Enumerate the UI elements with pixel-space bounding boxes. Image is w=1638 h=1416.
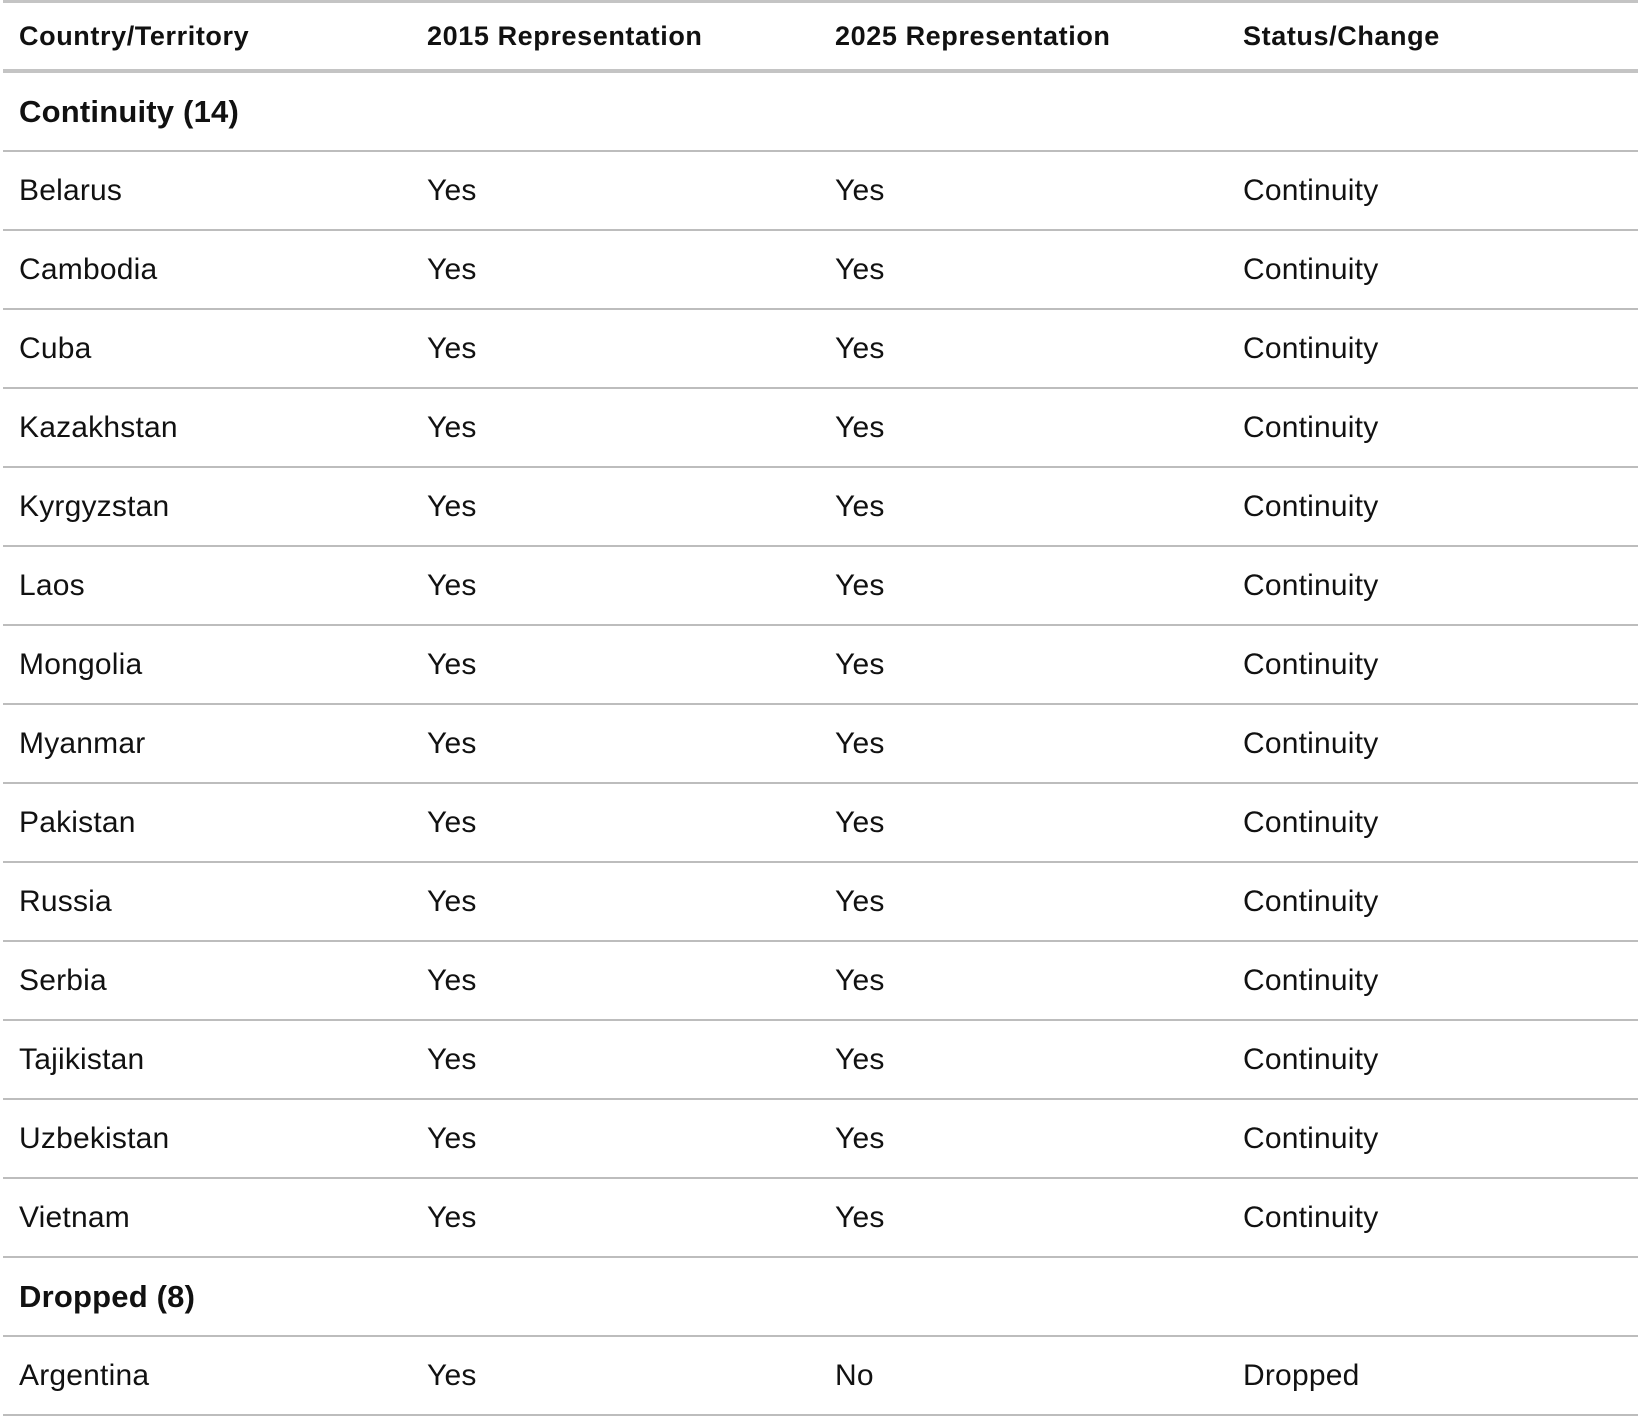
cell-country: Russia: [19, 884, 112, 918]
cell-2015-representation: Yes: [427, 1358, 477, 1392]
cell-country: Cuba: [19, 331, 92, 365]
table-row: [3, 942, 1638, 1021]
cell-country: Tajikistan: [19, 1042, 145, 1076]
cell-2025-representation: Yes: [835, 173, 885, 207]
cell-2015-representation: Yes: [427, 331, 477, 365]
cell-status-change: Continuity: [1243, 252, 1379, 286]
cell-2015-representation: Yes: [427, 173, 477, 207]
cell-status-change: Dropped: [1243, 1358, 1360, 1392]
table-body: [3, 73, 1638, 1416]
table-row: [3, 1100, 1638, 1179]
table-header-row: [3, 0, 1638, 73]
header-2025-representation: 2025 Representation: [835, 20, 1111, 51]
group-header-row: [3, 1258, 1638, 1337]
cell-2015-representation: Yes: [427, 963, 477, 997]
cell-2015-representation: Yes: [427, 884, 477, 918]
cell-2025-representation: Yes: [835, 726, 885, 760]
cell-status-change: Continuity: [1243, 410, 1379, 444]
cell-status-change: Continuity: [1243, 805, 1379, 839]
header-2015-representation: 2015 Representation: [427, 20, 703, 51]
table-row: [3, 231, 1638, 310]
cell-2025-representation: Yes: [835, 805, 885, 839]
table-row: [3, 705, 1638, 784]
table-row: [3, 310, 1638, 389]
group-title: Dropped (8): [19, 1278, 196, 1314]
cell-2025-representation: Yes: [835, 252, 885, 286]
cell-2025-representation: No: [835, 1358, 874, 1392]
cell-2025-representation: Yes: [835, 1121, 885, 1155]
cell-status-change: Continuity: [1243, 726, 1379, 760]
table-row: [3, 863, 1638, 942]
cell-2015-representation: Yes: [427, 805, 477, 839]
cell-2025-representation: Yes: [835, 331, 885, 365]
cell-2025-representation: Yes: [835, 647, 885, 681]
cell-country: Cambodia: [19, 252, 158, 286]
group-title: Continuity (14): [19, 93, 239, 129]
representation-table: [3, 0, 1638, 1416]
cell-country: Uzbekistan: [19, 1121, 170, 1155]
cell-country: Pakistan: [19, 805, 136, 839]
cell-status-change: Continuity: [1243, 489, 1379, 523]
cell-2025-representation: Yes: [835, 1042, 885, 1076]
table-row: [3, 152, 1638, 231]
cell-2015-representation: Yes: [427, 489, 477, 523]
cell-status-change: Continuity: [1243, 173, 1379, 207]
table-row: [3, 626, 1638, 705]
cell-2015-representation: Yes: [427, 1121, 477, 1155]
cell-country: Laos: [19, 568, 85, 602]
cell-2025-representation: Yes: [835, 489, 885, 523]
group-header-row: [3, 73, 1638, 152]
cell-2015-representation: Yes: [427, 647, 477, 681]
cell-2025-representation: Yes: [835, 884, 885, 918]
cell-status-change: Continuity: [1243, 1042, 1379, 1076]
header-status-change: Status/Change: [1243, 20, 1440, 51]
cell-2025-representation: Yes: [835, 410, 885, 444]
cell-status-change: Continuity: [1243, 568, 1379, 602]
cell-country: Mongolia: [19, 647, 143, 681]
cell-status-change: Continuity: [1243, 1200, 1379, 1234]
table-row: [3, 784, 1638, 863]
cell-status-change: Continuity: [1243, 647, 1379, 681]
cell-2015-representation: Yes: [427, 410, 477, 444]
cell-2015-representation: Yes: [427, 1200, 477, 1234]
cell-country: Serbia: [19, 963, 107, 997]
cell-status-change: Continuity: [1243, 331, 1379, 365]
cell-country: Argentina: [19, 1358, 150, 1392]
cell-status-change: Continuity: [1243, 963, 1379, 997]
cell-status-change: Continuity: [1243, 1121, 1379, 1155]
table-row: [3, 389, 1638, 468]
cell-2015-representation: Yes: [427, 252, 477, 286]
cell-country: Vietnam: [19, 1200, 130, 1234]
cell-country: Kyrgyzstan: [19, 489, 170, 523]
table-row: [3, 1021, 1638, 1100]
table-row: [3, 1337, 1638, 1416]
cell-country: Kazakhstan: [19, 410, 178, 444]
cell-2015-representation: Yes: [427, 1042, 477, 1076]
cell-2025-representation: Yes: [835, 568, 885, 602]
header-country: Country/Territory: [19, 20, 250, 51]
cell-2025-representation: Yes: [835, 1200, 885, 1234]
table-row: [3, 1179, 1638, 1258]
cell-2025-representation: Yes: [835, 963, 885, 997]
cell-status-change: Continuity: [1243, 884, 1379, 918]
cell-country: Belarus: [19, 173, 123, 207]
table-row: [3, 468, 1638, 547]
cell-2015-representation: Yes: [427, 726, 477, 760]
table-row: [3, 547, 1638, 626]
cell-2015-representation: Yes: [427, 568, 477, 602]
cell-country: Myanmar: [19, 726, 146, 760]
